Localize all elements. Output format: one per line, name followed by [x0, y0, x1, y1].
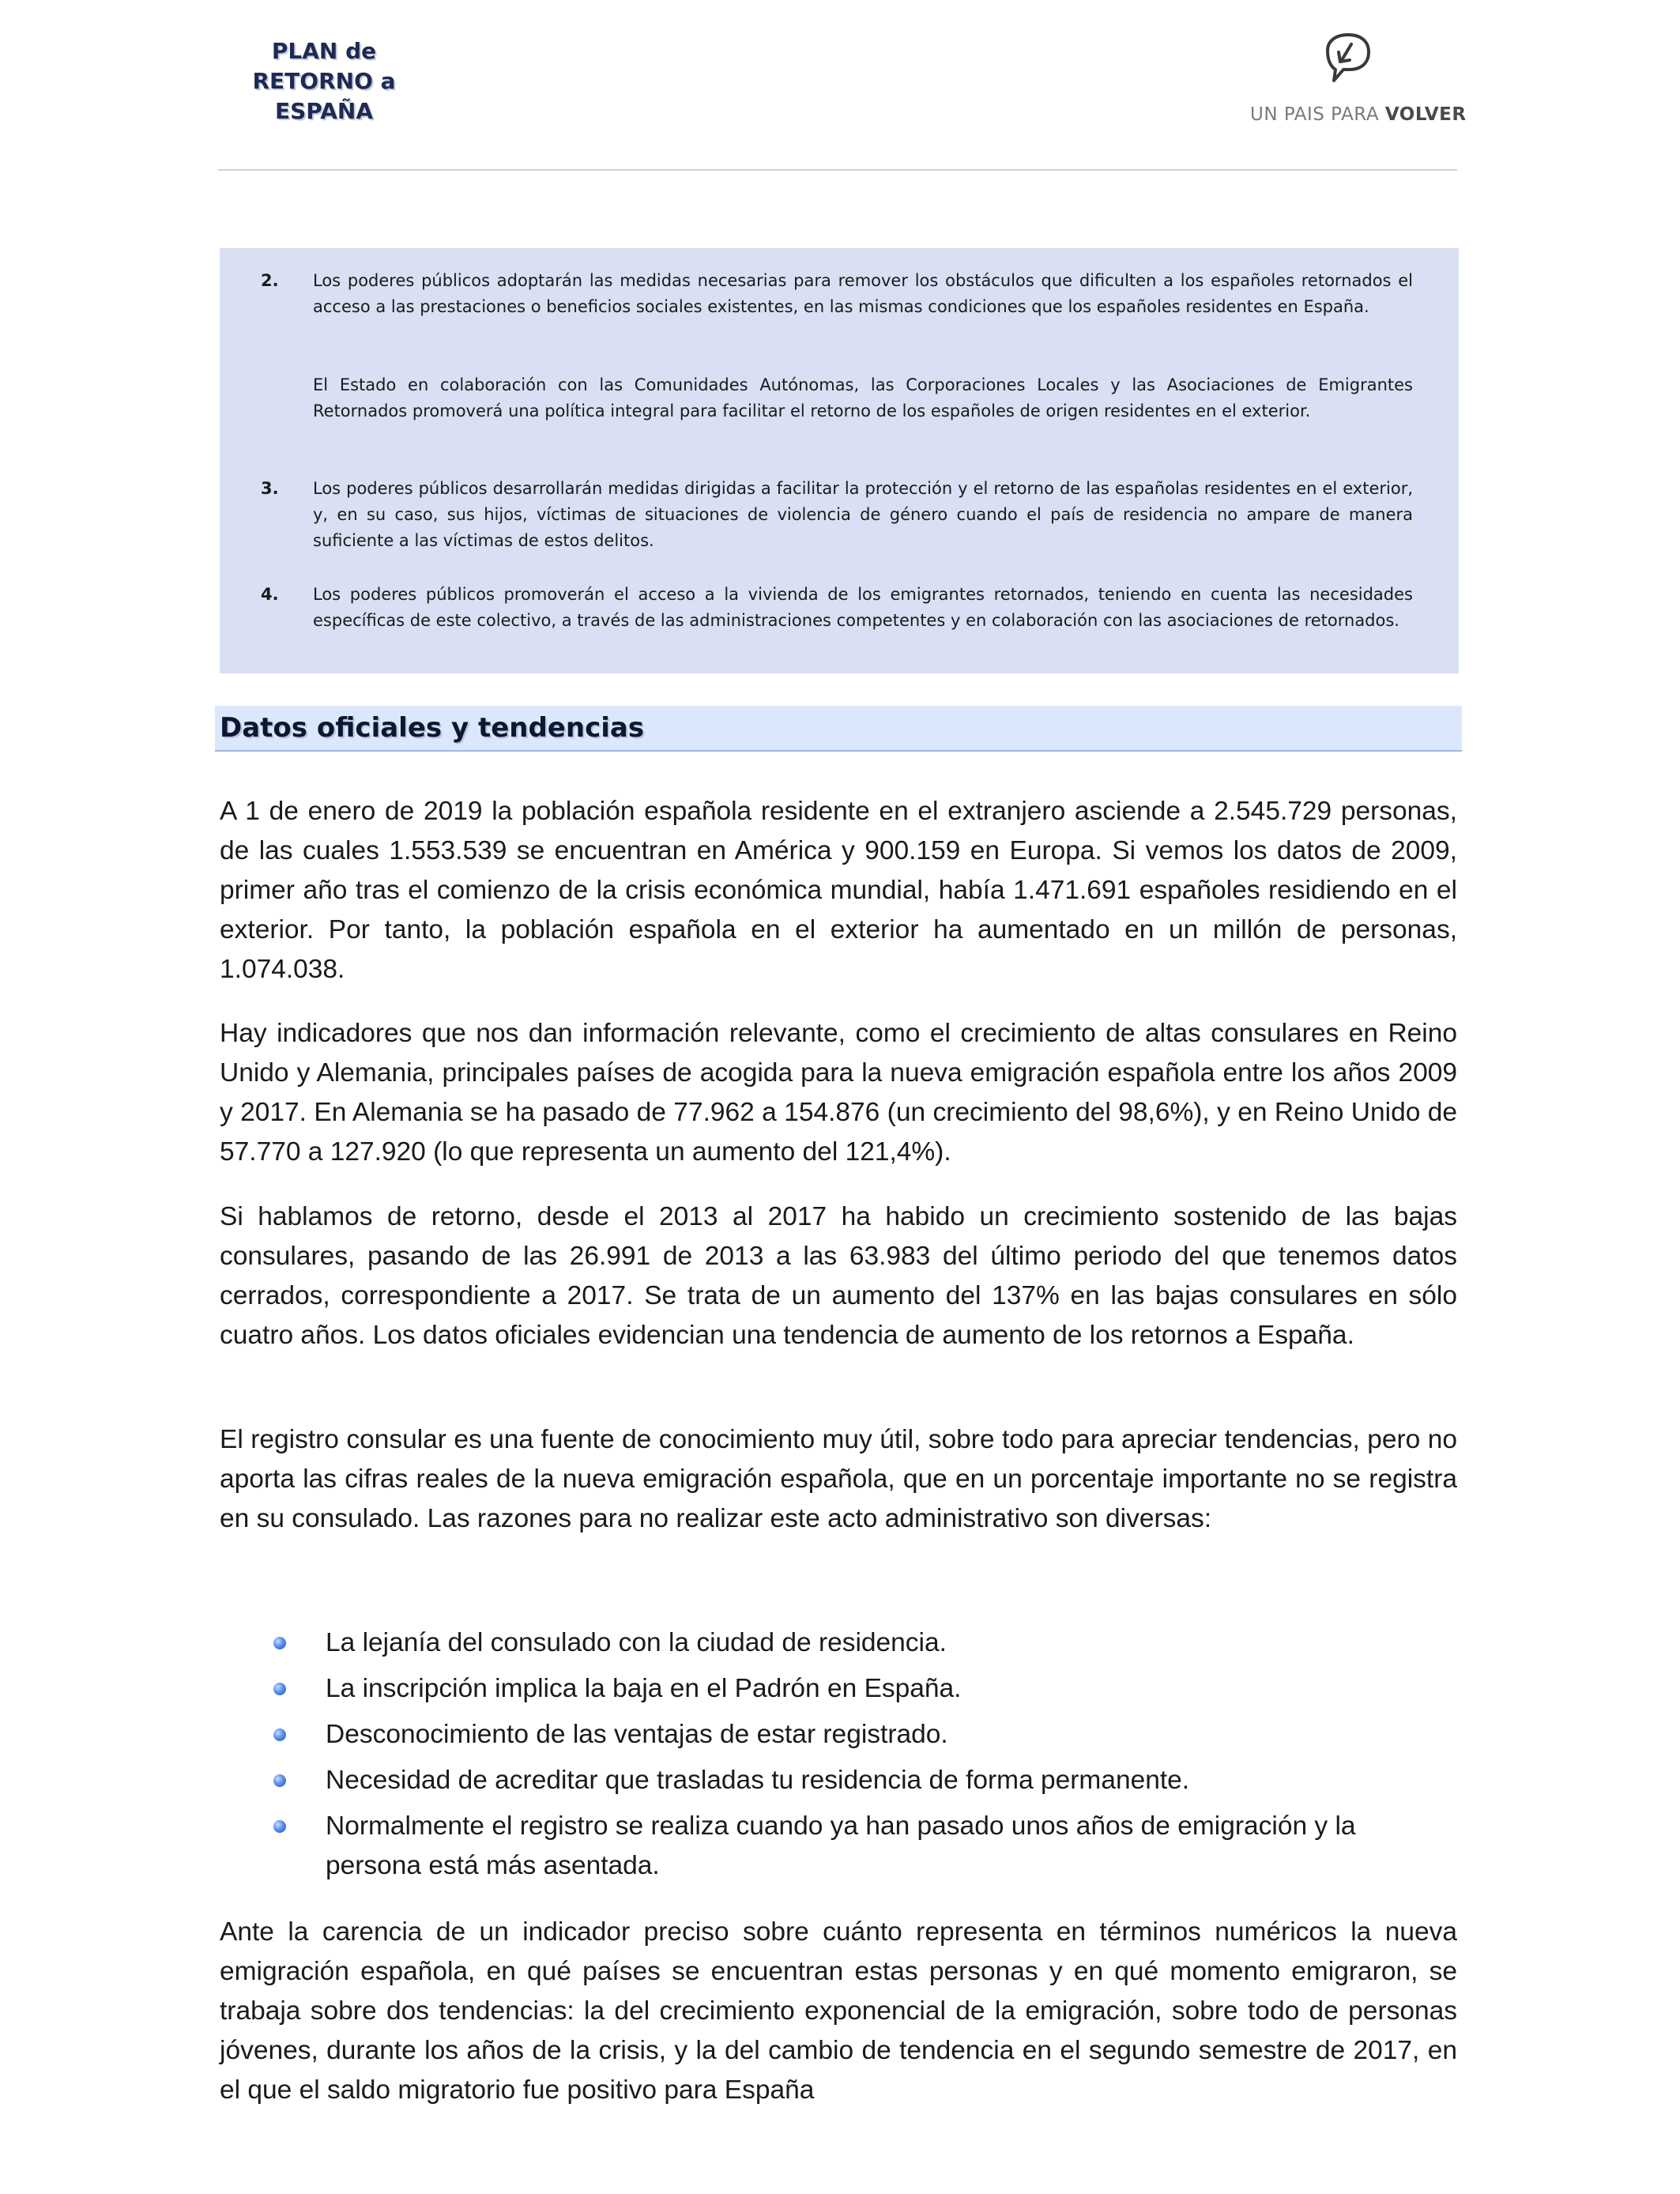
- logo-line-3: ESPAÑA: [274, 98, 374, 124]
- bullet-icon: [273, 1774, 286, 1787]
- reasons-list: [220, 1623, 1457, 1892]
- item-text: Los poderes públicos promoverán el acceso a la vivienda de los emigrantes retornados, teniendo en cuenta las necesidades específicas de este colectivo, a través de las administraciones competentes y en colaboración con las asociaciones de retornados.: [313, 585, 1413, 630]
- tagline-light: UN PAIS PARA: [1250, 104, 1385, 125]
- item-number: 2.: [261, 271, 279, 290]
- section-heading-bar: [215, 706, 1462, 752]
- list-item: [220, 1715, 1457, 1755]
- plan-retorno-logo: [229, 36, 419, 126]
- list-item-text: Desconocimiento de las ventajas de estar registrado.: [326, 1720, 948, 1749]
- bullet-icon: [273, 1820, 286, 1833]
- highlighted-box: [220, 248, 1459, 673]
- paragraph-1: A 1 de enero de 2019 la población española residente en el extranjero asciende a 2.545.729 personas, de las cuales 1.553.539 se encuentran en América y 900.159 en Europa. Si vemos los datos de 2009, primer año tras el comienzo de la crisis económica mundial, había 1.471.691 españoles residiendo en el exterior. Por tanto, la población española en el exterior ha aumentado en un millón de personas, 1.074.038.: [220, 797, 1457, 984]
- closing-paragraph: Ante la carencia de un indicador preciso sobre cuánto representa en términos numéricos la nueva emigración española, en qué países se encuentran estas personas y en qué momento emigraron, se trabaja sobre dos tendencias: la del crecimiento exponencial de la emigración, sobre todo de personas jóvenes, durante los años de la crisis, y la del cambio de tendencia en el segundo semestre de 2017, en el que el saldo migratorio fue positivo para España: [220, 1917, 1457, 2105]
- speech-bubble-return-arrow-icon: [1317, 28, 1380, 92]
- logo-tagline: [1250, 104, 1467, 125]
- list-item-text: La lejanía del consulado con la ciudad de residencia.: [326, 1628, 947, 1657]
- tagline-bold: VOLVER: [1384, 104, 1467, 125]
- logo-line-2: RETORNO a: [252, 68, 396, 94]
- list-item: [220, 1761, 1457, 1800]
- list-item-text: Necesidad de acreditar que trasladas tu residencia de forma permanente.: [326, 1766, 1190, 1795]
- logo-line-1: PLAN de: [271, 38, 377, 64]
- list-item-text: La inscripción implica la baja en el Padrón en España.: [326, 1674, 962, 1703]
- bullet-icon: [273, 1728, 286, 1741]
- item-number: 3.: [261, 479, 279, 498]
- section-heading: Datos oficiales y tendencias: [220, 712, 645, 744]
- bullet-icon: [273, 1683, 286, 1695]
- list-item: [220, 1807, 1457, 1886]
- item-text: Los poderes públicos adoptarán las medidas necesarias para remover los obstáculos que dificulten a los españoles retornados el acceso a las prestaciones o beneficios sociales existentes, en las mismas condiciones que los españoles residentes en España.: [313, 271, 1413, 316]
- item-text: El Estado en colaboración con las Comunidades Autónomas, las Corporaciones Locales y las Asociaciones de Emigrantes Retornados promoverá una política integral para facilitar el retorno de los españoles de origen residentes en el exterior.: [313, 375, 1413, 420]
- bullet-icon: [273, 1637, 286, 1649]
- list-item: [220, 1623, 1457, 1663]
- list-item-text: Normalmente el registro se realiza cuando ya han pasado unos años de emigración y la persona está más asentada.: [326, 1811, 1356, 1880]
- paragraph-4: El registro consular es una fuente de conocimiento muy útil, sobre todo para apreciar tendencias, pero no aporta las cifras reales de la nueva emigración española, que en un porcentaje importante no se registra en su consulado. Las razones para no realizar este acto administrativo son diversas:: [220, 1425, 1457, 1533]
- item-number: 4.: [261, 585, 279, 604]
- un-pais-para-volver-logo: [1250, 28, 1467, 131]
- item-text: Los poderes públicos desarrollarán medidas dirigidas a facilitar la protección y el retorno de las españolas residentes en el exterior, y, en su caso, sus hijos, víctimas de situaciones de violencia de género cuando el país de residencia no ampare de manera suficiente a las víctimas de estos delitos.: [313, 479, 1413, 550]
- paragraph-2: Hay indicadores que nos dan información relevante, como el crecimiento de altas consulares en Reino Unido y Alemania, principales países de acogida para la nueva emigración española entre los años 2009 y 2017. En Alemania se ha pasado de 77.962 a 154.876 (un crecimiento del 98,6%), y en Reino Unido de 57.770 a 127.920 (lo que representa un aumento del 121,4%).: [220, 1019, 1457, 1167]
- list-item: [220, 1669, 1457, 1709]
- header-divider: [218, 169, 1457, 171]
- paragraph-3: Si hablamos de retorno, desde el 2013 al 2017 ha habido un crecimiento sostenido de las bajas consulares, pasando de las 26.991 de 2013 a las 63.983 del último periodo del que tenemos datos cerrados, correspondiente a 2017. Se trata de un aumento del 137% en las bajas consulares en sólo cuatro años. Los datos oficiales evidencian una tendencia de aumento de los retornos a España.: [220, 1202, 1457, 1350]
